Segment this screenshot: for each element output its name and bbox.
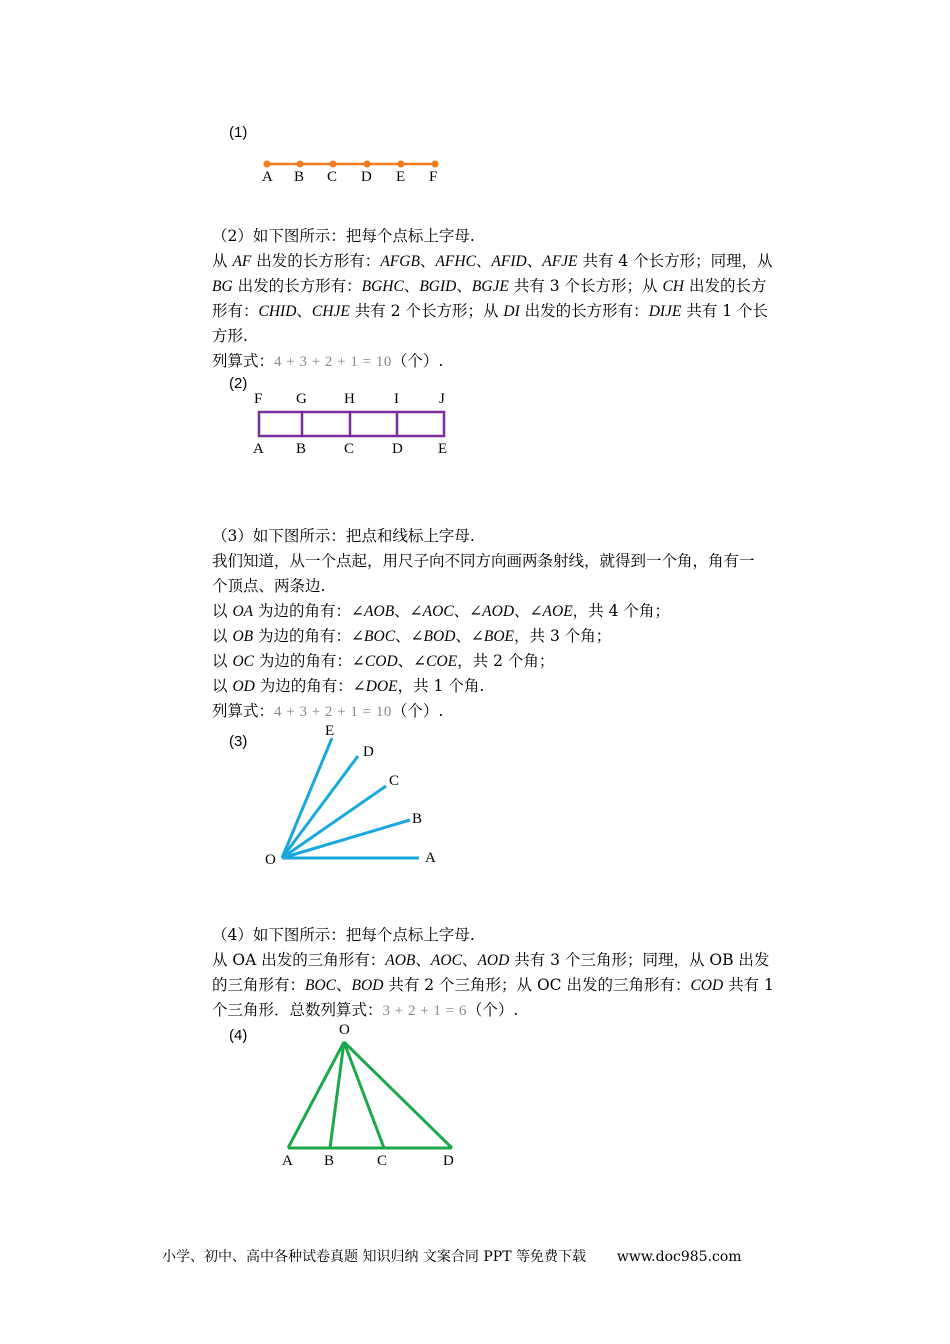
label-c: C: [344, 441, 355, 457]
footer-url[interactable]: www.doc985.com: [616, 1249, 742, 1265]
figure-1-number: (1): [229, 124, 248, 141]
ray-od: [282, 756, 358, 858]
point-d-dot: [364, 161, 371, 168]
section-2-formula-line: 列算式：4 + 3 + 2 + 1 = 10（个）.: [212, 352, 444, 370]
section-2-line-5: 方形.: [212, 327, 248, 345]
section-4-line-3: 的三角形有：BOC、BOD 共有 2 个三角形；从 OC 出发的三角形有：COD 共有 1: [212, 976, 774, 994]
figure-4-triangles: [270, 1018, 470, 1173]
point-a-dot: [264, 161, 271, 168]
segment-oc: [344, 1042, 384, 1148]
point-e-dot: [398, 161, 405, 168]
point-f-dot: [432, 161, 439, 168]
label-d: D: [361, 169, 372, 185]
label-a: A: [282, 1153, 293, 1169]
label-c: C: [389, 773, 400, 789]
label-f: F: [254, 391, 263, 407]
section-3-intro-2: 个顶点、两条边.: [212, 577, 326, 595]
label-b: B: [412, 811, 423, 827]
section-2-line-4: 形有：CHID、CHJE 共有 2 个长方形；从 DI 出发的长方形有：DIJE 共有 1 个长: [212, 302, 769, 320]
section-2-formula: 4 + 3 + 2 + 1 = 10: [274, 354, 392, 370]
figure-4-number: (4): [229, 1027, 248, 1044]
label-f: F: [429, 169, 438, 185]
label-e: E: [325, 723, 335, 739]
label-d: D: [392, 441, 403, 457]
figure-3-rays: [255, 718, 455, 878]
label-d: D: [363, 744, 374, 760]
figure-2-rectangles: [245, 388, 460, 460]
section-2-line-3: BG 出发的长方形有：BGHC、BGID、BGJE 共有 3 个长方形；从 CH 出发的长方: [212, 277, 767, 295]
section-4-heading: （4）如下图所示：把每个点标上字母.: [212, 926, 475, 944]
label-i: I: [394, 391, 399, 407]
figure-2-number: (2): [229, 375, 248, 392]
figure-3-number: (3): [229, 733, 248, 750]
section-3-row-oc: 以 OC 为边的角有：∠COD、∠COE，共 2 个角；: [212, 652, 555, 670]
label-g: G: [296, 391, 307, 407]
label-b: B: [296, 441, 307, 457]
label-o: O: [265, 852, 276, 868]
section-3-formula-line: 列算式：4 + 3 + 2 + 1 = 10（个）.: [212, 702, 444, 720]
section-3-intro-1: 我们知道，从一个点起，用尺子向不同方向画两条射线，就得到一个角，角有一: [212, 552, 755, 570]
label-c: C: [327, 169, 338, 185]
label-e: E: [396, 169, 406, 185]
segment-od: [344, 1042, 452, 1148]
section-3-formula: 4 + 3 + 2 + 1 = 10: [274, 704, 392, 720]
section-4-line-2: 从 OA 出发的三角形有：AOB、AOC、AOD 共有 3 个三角形；同理，从 OB 出发: [212, 951, 770, 969]
section-4-line-4: 个三角形．总数列算式：3 + 2 + 1 = 6（个）.: [212, 1001, 519, 1019]
figure-1-segment: [250, 152, 460, 188]
point-b-dot: [297, 161, 304, 168]
label-a: A: [253, 441, 264, 457]
section-3-row-ob: 以 OB 为边的角有：∠BOC、∠BOD、∠BOE，共 3 个角；: [212, 627, 612, 645]
section-2-line-2: 从 AF 出发的长方形有：AFGB、AFHC、AFID、AFJE 共有 4 个长方形；同理，从: [212, 252, 773, 270]
label-j: J: [439, 391, 445, 407]
ray-ob: [282, 820, 410, 858]
label-b: B: [324, 1153, 335, 1169]
label-o: O: [339, 1022, 350, 1038]
section-3-row-od: 以 OD 为边的角有：∠DOE，共 1 个角.: [212, 677, 485, 695]
section-3-heading: （3）如下图所示：把点和线标上字母.: [212, 527, 475, 545]
footer-text: 小学、初中、高中各种试卷真题 知识归纳 文案合同 PPT 等免费下载: [162, 1249, 586, 1265]
label-b: B: [294, 169, 305, 185]
label-c: C: [377, 1153, 388, 1169]
label-d: D: [443, 1153, 454, 1169]
page-footer: [162, 1246, 742, 1266]
section-3-row-oa: 以 OA 为边的角有：∠AOB、∠AOC、∠AOD、∠AOE，共 4 个角；: [212, 602, 670, 620]
point-c-dot: [330, 161, 337, 168]
section-4-formula: 3 + 2 + 1 = 6: [382, 1003, 467, 1019]
label-e: E: [438, 441, 448, 457]
section-2-heading: （2）如下图所示：把每个点标上字母.: [212, 227, 475, 245]
label-h: H: [344, 391, 355, 407]
outer-rectangle: [259, 412, 444, 436]
label-a: A: [262, 169, 273, 185]
label-a: A: [425, 850, 436, 866]
